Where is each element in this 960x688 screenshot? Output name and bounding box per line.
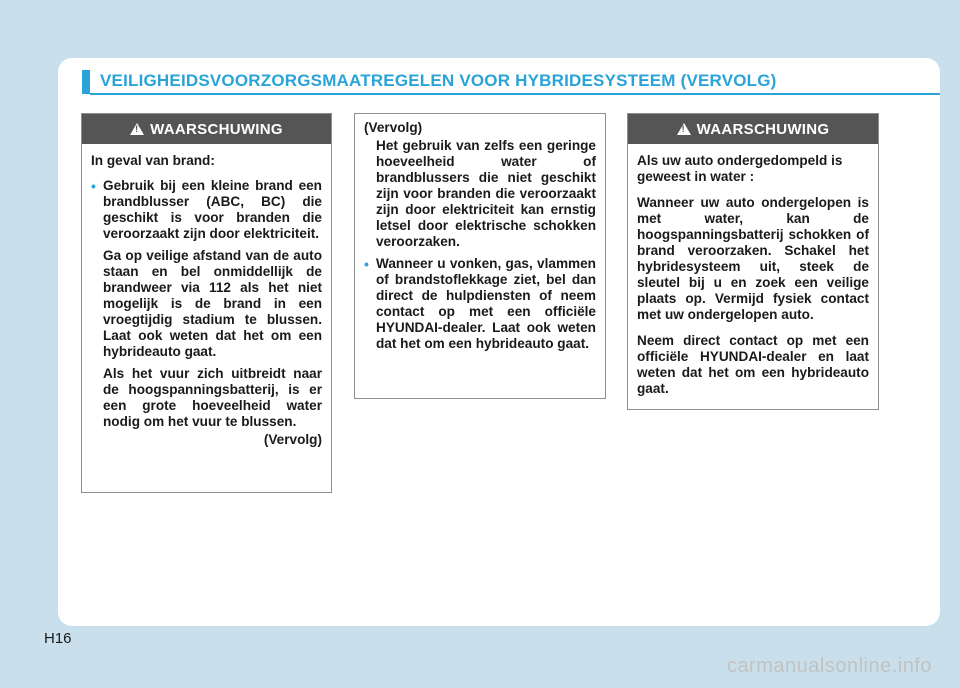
warning-box-flooded (627, 113, 879, 410)
warning-content (82, 144, 331, 448)
title-underline (90, 93, 940, 95)
continued-content (355, 114, 605, 352)
warning-heading: WAARSCHUWING (150, 120, 283, 138)
list-item (91, 178, 322, 242)
list-item (364, 256, 596, 352)
title-accent-bar (82, 70, 90, 94)
bullet-dot-icon: • (364, 256, 369, 272)
warning-triangle-icon (130, 123, 144, 135)
warning-triangle-icon (677, 123, 691, 135)
warning-box-header (628, 114, 878, 144)
warning-box-continued (354, 113, 606, 399)
flood-para-battery: Wanneer uw auto ondergelopen is met water, kan de hoogspanningsbatterij schokken of brand veroorzaken. Schakel het hybridesysteem uit, steek de sleutel bij u en zoek een veilige plaats op. Vermijd fysiek contact met uw ondergelopen auto. (637, 195, 869, 322)
warning-content (628, 144, 878, 397)
sparks-bullet: Wanneer u vonken, gas, vlammen of brandstoflekkage ziet, bel dan direct de hulpdiensten of neem contact op met een officiële HYUNDAI-dealer. Laat ook weten dat het om een hybrideauto gaat. (376, 256, 596, 351)
fire-intro: In geval van brand: (91, 153, 215, 168)
page-number: H16 (44, 630, 72, 647)
fire-para-distance: Ga op veilige afstand van de auto staan en bel onmiddellijk de brandweer via 112 als het niet mogelijk is de brand in een vroegtijdig stadium te blussen. Laat ook weten dat het om een hybrideauto gaat. (103, 248, 322, 359)
fire-para-battery: Als het vuur zich uitbreidt naar de hoogspanningsbatterij, is er een grote hoeveelheid water nodig om het vuur te blussen. (103, 366, 322, 429)
flood-para-dealer: Neem direct contact op met een officiële HYUNDAI-dealer en laat weten dat het om een hybrideauto gaat. (637, 333, 869, 396)
bullet-dot-icon: • (91, 178, 96, 194)
section-title: VEILIGHEIDSVOORZORGSMAATREGELEN VOOR HYBRIDESYSTEEM (VERVOLG) (100, 71, 777, 90)
continued-top-label: (Vervolg) (364, 120, 423, 135)
warning-heading: WAARSCHUWING (696, 120, 830, 138)
fire-bullet-extinguisher: Gebruik bij een kleine brand een brandblusser (ABC, BC) die geschikt is voor branden die veroorzaakt zijn door elektriciteit. (103, 178, 322, 241)
water-warning-para: Het gebruik van zelfs een geringe hoeveelheid water of brandblussers die niet geschikt zijn voor branden die veroorzaakt zijn door elektriciteit kan ernstig letsel door elektrische schokken veroorzaken. (376, 138, 596, 249)
warning-box-header (82, 114, 331, 144)
watermark: carmanualsonline.info (726, 655, 932, 677)
warning-box-fire (81, 113, 332, 493)
continued-label: (Vervolg) (263, 432, 322, 447)
flood-intro: Als uw auto ondergedompeld is geweest in water : (637, 153, 843, 184)
